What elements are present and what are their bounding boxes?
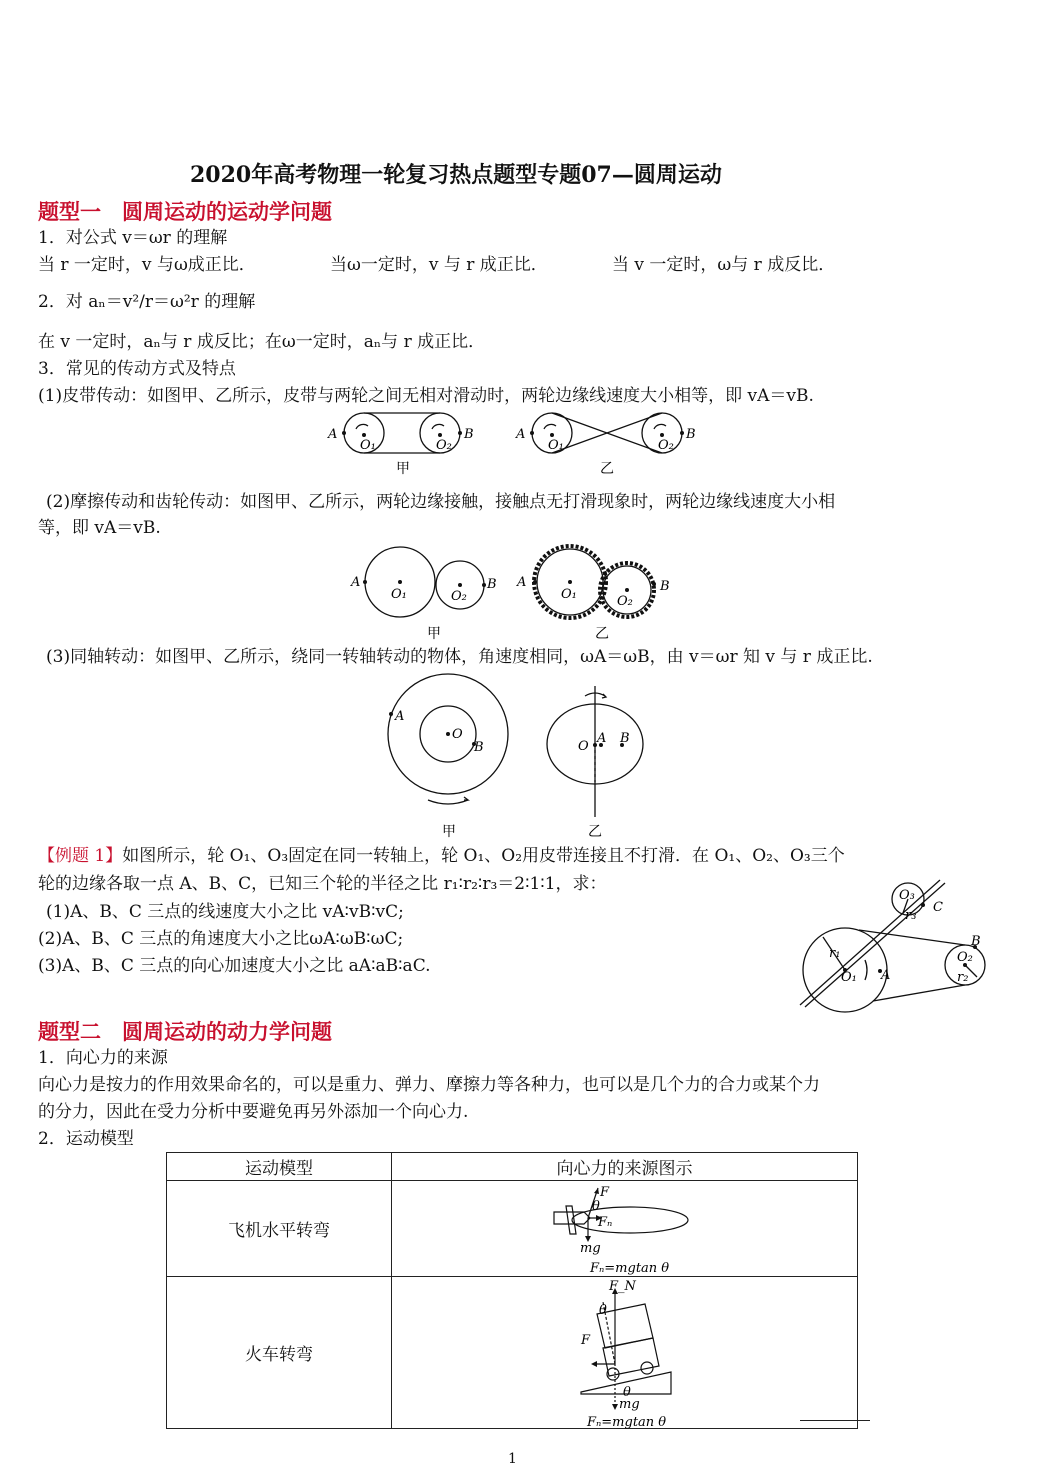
friction-gear-figure <box>345 540 685 645</box>
example-1-text: 【例题 1】如图所示，轮 O₁、O₃固定在同一转轴上，轮 O₁、O₂用皮带连接且不打滑．在 O₁、O₂、O₃三个 <box>38 846 845 866</box>
table-row <box>167 1181 858 1277</box>
figure-caption-jia: 甲 <box>396 461 410 477</box>
force-label-fn: F_N <box>609 1279 636 1294</box>
formula-airplane: Fₙ=mgtan θ <box>590 1261 670 1276</box>
airplane-turn-diagram <box>540 1180 700 1275</box>
point-label-a: A <box>517 575 527 590</box>
table-cell-model: 飞机水平转弯 <box>167 1181 392 1277</box>
center-label-o2: O₂ <box>451 589 467 604</box>
page-number: 1 <box>508 1451 517 1467</box>
radius-label-r2: r₂ <box>957 970 969 985</box>
center-label-o1: O₁ <box>841 970 857 985</box>
motion-model-table <box>166 1152 858 1429</box>
paragraph: 在 v 一定时，aₙ与 r 成反比；在ω一定时，aₙ与 r 成正比． <box>38 332 486 352</box>
center-label-o: O <box>578 739 589 754</box>
example-1-wheel-figure <box>795 875 995 1010</box>
angle-label-theta: θ <box>623 1385 631 1400</box>
point-label-a: A <box>351 575 361 590</box>
figure-caption-yi: 乙 <box>600 461 614 477</box>
paragraph: 向心力是按力的作用效果命名的，可以是重力、弹力、摩擦力等各种力，也可以是几个力的合力或某个力 <box>38 1075 820 1095</box>
table-header: 向心力的来源图示 <box>392 1153 858 1181</box>
force-label-mg: mg <box>619 1397 640 1412</box>
center-label-o2: O₂ <box>436 438 452 453</box>
question-1: (1)A、B、C 三点的线速度大小之比 vA∶vB∶vC; <box>46 902 404 922</box>
point-label-a: A <box>516 427 526 442</box>
footer-rule <box>800 1420 870 1421</box>
document-title: 2020年高考物理一轮复习热点题型专题07—圆周运动 <box>190 162 722 188</box>
question-2: (2)A、B、C 三点的角速度大小之比ωA∶ωB∶ωC; <box>38 929 404 949</box>
coaxial-rotation-figure <box>380 672 670 842</box>
figure-caption-jia: 甲 <box>427 626 441 642</box>
point-label-b: B <box>487 577 497 592</box>
point-label-a: A <box>395 709 405 724</box>
angle-label-theta: θ <box>599 1303 607 1318</box>
table-header-row <box>167 1153 858 1181</box>
paragraph: 等，即 vA＝vB. <box>38 518 161 538</box>
figure-caption-yi: 乙 <box>595 626 609 642</box>
point-label-b: B <box>686 427 696 442</box>
section-heading-1: 题型一 圆周运动的运动学问题 <box>38 200 332 224</box>
figure-caption-jia: 甲 <box>442 824 456 840</box>
section-heading-2: 题型二 圆周运动的动力学问题 <box>38 1020 332 1044</box>
paragraph: 当 r 一定时，v 与ω成正比． <box>38 255 256 275</box>
paragraph: (2)摩擦传动和齿轮传动：如图甲、乙所示，两轮边缘接触，接触点无打滑现象时，两轮边缘线速度大小相 <box>46 492 836 512</box>
table-cell-model: 火车转弯 <box>167 1277 392 1429</box>
example-tag: 【例题 1】 <box>38 846 123 866</box>
force-label-mg: mg <box>580 1241 601 1256</box>
radius-label-r3: r₃ <box>905 908 917 923</box>
center-label-o2: O₂ <box>658 438 674 453</box>
paragraph: 1．向心力的来源 <box>38 1048 168 1068</box>
figure-caption-yi: 乙 <box>588 824 602 840</box>
force-label-f: F <box>600 1185 610 1200</box>
point-label-b: B <box>971 934 981 949</box>
center-label-o1: O₁ <box>561 587 577 602</box>
table-row <box>167 1277 858 1429</box>
force-label-fn: Fₙ <box>598 1215 613 1230</box>
force-label-f: F <box>581 1333 591 1348</box>
point-label-c: C <box>933 900 943 915</box>
train-turn-diagram <box>575 1279 685 1432</box>
point-label-a: A <box>328 427 338 442</box>
paragraph: (3)同轴转动：如图甲、乙所示，绕同一转轴转动的物体，角速度相同，ωA＝ωB，由 v＝ωr 知 v 与 r 成正比. <box>46 647 873 667</box>
question-3: (3)A、B、C 三点的向心加速度大小之比 aA∶aB∶aC. <box>38 956 431 976</box>
point-label-b: B <box>620 731 630 746</box>
point-label-a: A <box>597 731 607 746</box>
center-label-o2: O₂ <box>957 950 973 965</box>
paragraph: 的分力，因此在受力分析中要避免再另外添加一个向心力. <box>38 1102 469 1122</box>
formula-train: Fₙ=mgtan θ <box>587 1415 667 1430</box>
center-label-o1: O₁ <box>391 587 407 602</box>
radius-label-r1: r₁ <box>829 946 841 961</box>
angle-label-theta: θ <box>592 1199 600 1214</box>
paragraph: 当 v 一定时，ω与 r 成反比． <box>612 255 836 275</box>
paragraph: 2．运动模型 <box>38 1129 134 1149</box>
point-label-a: A <box>881 968 891 983</box>
center-label-o1: O₁ <box>548 438 564 453</box>
formula-line: 2．对 aₙ＝v²/r＝ω²r 的理解 <box>38 292 256 312</box>
point-label-b: B <box>464 427 474 442</box>
paragraph: 轮的边缘各取一点 A、B、C，已知三个轮的半径之比 r₁∶r₂∶r₃＝2∶1∶1，求： <box>38 874 607 894</box>
table-header: 运动模型 <box>167 1153 392 1181</box>
point-label-b: B <box>474 740 484 755</box>
belt-drive-figure <box>320 405 720 480</box>
paragraph: (1)皮带传动：如图甲、乙所示，皮带与两轮之间无相对滑动时，两轮边缘线速度大小相等，即 vA＝vB. <box>38 386 814 406</box>
point-label-b: B <box>660 579 670 594</box>
center-label-o: O <box>452 727 463 742</box>
center-label-o2: O₂ <box>617 594 633 609</box>
paragraph: 3．常见的传动方式及特点 <box>38 359 236 379</box>
center-label-o1: O₁ <box>360 438 376 453</box>
paragraph: 当ω一定时，v 与 r 成正比． <box>330 255 548 275</box>
center-label-o3: O₃ <box>899 888 915 903</box>
paragraph: 1．对公式 v＝ωr 的理解 <box>38 228 228 248</box>
